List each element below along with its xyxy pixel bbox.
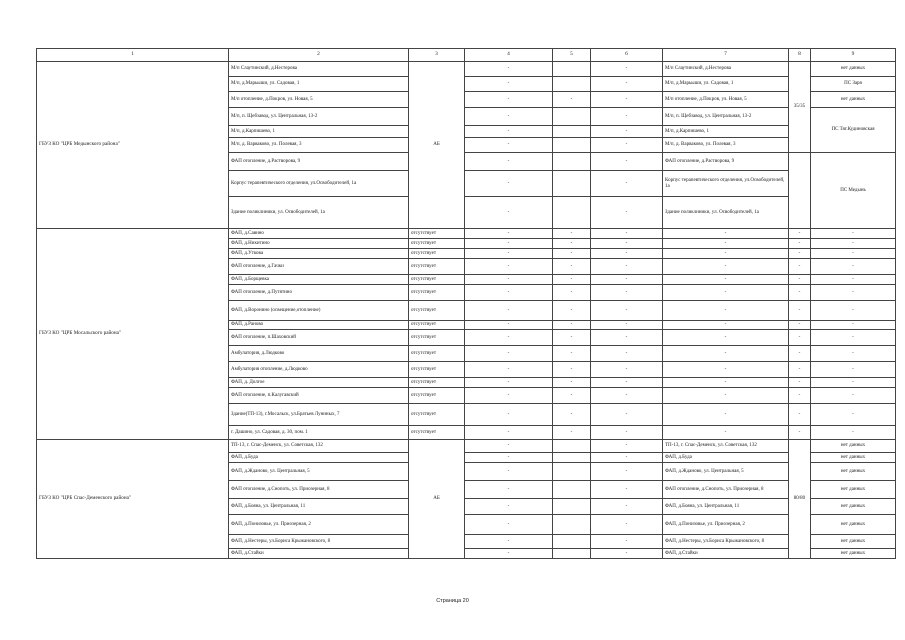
table-cell — [553, 77, 591, 92]
table-cell: - — [789, 259, 811, 275]
column-number-header: 1 — [37, 49, 229, 62]
table-cell: - — [465, 126, 553, 138]
power-source-type: отсутствует — [409, 362, 465, 378]
table-cell: - — [663, 275, 789, 285]
object-name: ФАП, д.Савино — [229, 229, 409, 239]
power-source-type: отсутствует — [409, 301, 465, 321]
column-number-header: 2 — [229, 49, 409, 62]
table-cell: - — [789, 275, 811, 285]
table-cell: - — [789, 378, 811, 388]
table-cell: - — [553, 259, 591, 275]
table-cell: - — [553, 388, 591, 404]
object-name: ФАП, д.Стайки — [229, 549, 409, 559]
table-cell: - — [465, 92, 553, 108]
object-name: ФАП, д.Никитино — [229, 239, 409, 249]
table-cell: - — [591, 499, 663, 515]
object-name: ФАП, д.Нестеры, ул.Бориса Крыжановского, 8 — [229, 535, 409, 549]
table-cell: - — [591, 197, 663, 229]
table-cell: - — [465, 229, 553, 239]
table-cell: - — [789, 346, 811, 362]
table-cell: - — [663, 404, 789, 426]
table-cell — [553, 535, 591, 549]
power-source-type: отсутствует — [409, 426, 465, 440]
object-name: М/п, д.Марьыши, ул. Садовая, 1 — [663, 77, 789, 92]
table-cell: - — [811, 285, 896, 301]
table-cell: - — [591, 275, 663, 285]
table-cell: - — [811, 321, 896, 330]
object-name: ФАП отопление, п.Шаховский — [229, 330, 409, 346]
table-cell: - — [465, 153, 553, 171]
table-cell — [553, 153, 591, 171]
table-cell: - — [591, 259, 663, 275]
object-name: ФАП, д.Раново — [229, 321, 409, 330]
table-cell: - — [553, 275, 591, 285]
table-cell: - — [663, 301, 789, 321]
table-cell: - — [789, 239, 811, 249]
substation-name: ПС Медынь — [811, 153, 896, 229]
table-cell: - — [789, 301, 811, 321]
table-cell: - — [811, 404, 896, 426]
object-name: М/п, д. Варваково, ул. Полевая, 3 — [229, 138, 409, 153]
power-source-type: отсутствует — [409, 239, 465, 249]
table-cell: - — [789, 321, 811, 330]
power-source-type: отсутствует — [409, 275, 465, 285]
table-cell: - — [789, 330, 811, 346]
table-cell: - — [811, 388, 896, 404]
object-name: М/п, п. Щебзавод, ул. Центральная, 13-2 — [663, 108, 789, 126]
table-cell: - — [465, 346, 553, 362]
power-source-type: отсутствует — [409, 346, 465, 362]
power-source-type: отсутствует — [409, 330, 465, 346]
object-name: ФАП, д.Буда — [663, 453, 789, 463]
object-name: ФАП отопление, д.Снопоть, ул. Приозерная, 8 — [229, 481, 409, 499]
power-source-type: отсутствует — [409, 285, 465, 301]
table-cell: - — [789, 285, 811, 301]
table-cell: - — [465, 378, 553, 388]
object-name: М/п отопление, д.Покров, ул. Новая, 5 — [663, 92, 789, 108]
table-cell: - — [553, 301, 591, 321]
object-name: ФАП, д.Уткова — [229, 249, 409, 259]
object-name: ФАП, д.Нестеры, ул.Бориса Крыжановского, 8 — [663, 535, 789, 549]
object-name: ФАП отопление, д.Гачки — [229, 259, 409, 275]
table-cell: - — [789, 362, 811, 378]
table-cell: - — [465, 239, 553, 249]
table-cell — [553, 453, 591, 463]
table-cell: - — [465, 275, 553, 285]
table-cell: - — [465, 362, 553, 378]
column-number-header: 7 — [663, 49, 789, 62]
table-cell: - — [789, 404, 811, 426]
table-cell: - — [553, 239, 591, 249]
capacity-value: 35/35 — [789, 62, 811, 153]
object-name: М/п Слаутинский, д.Нестерова — [229, 62, 409, 77]
object-name: М/п, д. Варваково, ул. Полевая, 3 — [663, 138, 789, 153]
table-cell: - — [591, 440, 663, 453]
substation-name: нет данных — [811, 549, 896, 559]
table-cell: - — [811, 275, 896, 285]
table-cell: - — [465, 259, 553, 275]
table-cell: - — [591, 62, 663, 77]
power-source-type: отсутствует — [409, 404, 465, 426]
table-cell: - — [591, 126, 663, 138]
table-cell: - — [591, 481, 663, 499]
substation-name: нет данных — [811, 535, 896, 549]
object-name: Здание поликлиники, ул. Освободителей, 1а — [229, 197, 409, 229]
table-cell: - — [465, 62, 553, 77]
table-cell: - — [465, 138, 553, 153]
table-cell: - — [553, 285, 591, 301]
column-number-header: 4 — [465, 49, 553, 62]
substation-name: нет данных — [811, 92, 896, 108]
column-number-header: 9 — [811, 49, 896, 62]
table-cell: - — [591, 515, 663, 535]
object-name: Здание поликлиники, ул. Освободителей, 1а — [663, 197, 789, 229]
power-source-type: отсутствует — [409, 388, 465, 404]
table-cell: - — [591, 138, 663, 153]
substation-name: ПС Тяг.Кудиновская — [811, 108, 896, 153]
substation-name: нет данных — [811, 481, 896, 499]
table-cell: - — [553, 362, 591, 378]
table-cell: - — [811, 229, 896, 239]
power-source-type: отсутствует — [409, 249, 465, 259]
table-cell: - — [465, 77, 553, 92]
table-cell: - — [465, 440, 553, 453]
table-cell: - — [465, 515, 553, 535]
table-cell: - — [591, 346, 663, 362]
table-cell: - — [663, 229, 789, 239]
table-cell: - — [591, 92, 663, 108]
table-cell — [553, 62, 591, 77]
table-cell — [553, 549, 591, 559]
table-cell: - — [663, 321, 789, 330]
table-cell: - — [811, 259, 896, 275]
table-cell: - — [553, 404, 591, 426]
object-name: ФАП отопление, п.Калугавский — [229, 388, 409, 404]
object-name: ТП-13, г. Спас-Деменск, ул. Советская, 132 — [663, 440, 789, 453]
power-source-type: отсутствует — [409, 259, 465, 275]
table-cell — [553, 499, 591, 515]
table-row — [37, 440, 896, 453]
table-cell: - — [789, 229, 811, 239]
table-cell: - — [553, 92, 591, 108]
table-cell: - — [591, 77, 663, 92]
substation-name: нет данных — [811, 515, 896, 535]
table-cell — [553, 108, 591, 126]
table-cell: - — [591, 378, 663, 388]
table-cell: - — [663, 426, 789, 440]
substation-name: нет данных — [811, 499, 896, 515]
table-cell: - — [553, 249, 591, 259]
object-name: М/п Слаутинский, д.Нестерова — [663, 62, 789, 77]
organization-name: ГБУЗ КО "ЦРБ Мосальского района" — [37, 229, 229, 440]
table-cell — [553, 197, 591, 229]
table-cell: - — [465, 301, 553, 321]
table-cell: - — [591, 426, 663, 440]
object-name: ФАП, д.Понизовье, ул. Приозерная, 2 — [229, 515, 409, 535]
table-cell — [553, 126, 591, 138]
table-cell — [553, 481, 591, 499]
object-name: ФАП, д.Бояна, ул. Центральная, 11 — [663, 499, 789, 515]
table-cell: - — [591, 171, 663, 197]
object-name: Амбулатория отопление, д.Людково — [229, 362, 409, 378]
substation-name: нет данных — [811, 62, 896, 77]
object-name: ФАП отопление, д.Растворова, 9 — [663, 153, 789, 171]
table-cell: - — [465, 285, 553, 301]
table-cell: - — [663, 239, 789, 249]
object-name: ФАП, д.Борщевка — [229, 275, 409, 285]
object-name: ФАП, д.Понизовье, ул. Приозерная, 2 — [663, 515, 789, 535]
column-number-header: 6 — [591, 49, 663, 62]
table-cell: - — [663, 259, 789, 275]
organization-name: ГБУЗ КО "ЦРБ Медынского района" — [37, 62, 229, 229]
table-cell: - — [591, 453, 663, 463]
table-cell: - — [591, 153, 663, 171]
table-cell: - — [465, 426, 553, 440]
power-source-type: отсутствует — [409, 229, 465, 239]
table-cell: - — [591, 285, 663, 301]
table-cell: - — [465, 330, 553, 346]
table-cell: - — [663, 362, 789, 378]
table-cell: - — [591, 108, 663, 126]
table-cell: - — [591, 321, 663, 330]
table-cell: - — [789, 426, 811, 440]
page-number: Страница 20 — [436, 598, 469, 604]
object-name: ФАП отопление, д.Растворова, 9 — [229, 153, 409, 171]
table-cell: - — [663, 378, 789, 388]
table-cell: - — [591, 388, 663, 404]
table-cell: - — [811, 249, 896, 259]
table-cell: - — [465, 388, 553, 404]
power-source-type: АБ — [409, 62, 465, 229]
object-name: Корпус терапевтического отделения, ул.Освободителей, 1а — [229, 171, 409, 197]
table-cell — [789, 153, 811, 229]
object-name: Здание(ТП-13), г.Мосальск, ул.Братьев Луниных, 7 — [229, 404, 409, 426]
document-table — [36, 48, 896, 559]
table-cell: - — [553, 378, 591, 388]
table-cell: - — [553, 321, 591, 330]
table-cell: - — [591, 362, 663, 378]
table-cell: - — [465, 171, 553, 197]
object-name: г. Дашино, ул. Садовая, д. 30, пом. 1 — [229, 426, 409, 440]
object-name: М/п, д.Марьыши, ул. Садовая, 1 — [229, 77, 409, 92]
table-cell — [553, 440, 591, 453]
table-cell: - — [465, 249, 553, 259]
table-cell: - — [465, 499, 553, 515]
object-name: ФАП, д. Долгое — [229, 378, 409, 388]
table-cell: - — [663, 388, 789, 404]
object-name: М/п, д.Карпишево, 1 — [663, 126, 789, 138]
organization-name: ГБУЗ КО "ЦРБ Спас-Деменского района" — [37, 440, 229, 559]
table-cell: - — [591, 249, 663, 259]
table-cell: - — [465, 108, 553, 126]
table-cell: - — [465, 549, 553, 559]
table-cell: - — [811, 346, 896, 362]
table-cell: - — [553, 229, 591, 239]
table-cell: - — [789, 249, 811, 259]
table-cell: - — [811, 330, 896, 346]
table-row — [37, 229, 896, 239]
object-name: ФАП, д.Стайки — [663, 549, 789, 559]
table-cell — [553, 171, 591, 197]
table-cell: - — [811, 362, 896, 378]
object-name: ФАП, д.Жданово, ул. Центральная, 5 — [229, 463, 409, 481]
object-name: М/п, д.Карпишево, 1 — [229, 126, 409, 138]
table-cell: - — [553, 426, 591, 440]
table-cell: - — [465, 481, 553, 499]
object-name: ФАП, д.Жданово, ул. Центральная, 5 — [663, 463, 789, 481]
table-row — [37, 62, 896, 77]
table-cell: - — [465, 453, 553, 463]
table-cell — [553, 463, 591, 481]
table-cell: - — [663, 346, 789, 362]
table-cell: - — [553, 346, 591, 362]
table-cell: - — [465, 404, 553, 426]
table-cell: - — [591, 330, 663, 346]
substation-name: нет данных — [811, 440, 896, 453]
table-cell: - — [811, 378, 896, 388]
table-cell: - — [553, 330, 591, 346]
capacity-value: 80/80 — [789, 440, 811, 559]
table-cell: - — [663, 330, 789, 346]
table-cell: - — [591, 535, 663, 549]
object-name: ФАП, д.Бояна, ул. Центральная, 11 — [229, 499, 409, 515]
table-cell: - — [811, 301, 896, 321]
table-cell: - — [465, 197, 553, 229]
object-name: Амбулатория, д.Людково — [229, 346, 409, 362]
power-source-type: АБ — [409, 440, 465, 559]
power-source-type: отсутствует — [409, 378, 465, 388]
table-cell: - — [663, 285, 789, 301]
object-name: ТП-13, г. Спас-Деменск, ул. Советская, 132 — [229, 440, 409, 453]
table-cell — [553, 515, 591, 535]
power-source-type: отсутствует — [409, 321, 465, 330]
column-number-header: 8 — [789, 49, 811, 62]
table-cell: - — [663, 249, 789, 259]
table-cell: - — [591, 463, 663, 481]
table-cell: - — [591, 301, 663, 321]
table-cell: - — [591, 549, 663, 559]
column-number-header: 3 — [409, 49, 465, 62]
object-name: Корпус терапевтического отделения, ул.Освободителей, 1а — [663, 171, 789, 197]
object-name: ФАП, д.Воронино (освещение,отопление) — [229, 301, 409, 321]
object-name: М/п, п. Щебзавод, ул. Центральная, 13-2 — [229, 108, 409, 126]
column-number-header: 5 — [553, 49, 591, 62]
object-name: ФАП отопление, д.Снопоть, ул. Приозерная, 8 — [663, 481, 789, 499]
table-cell: - — [811, 426, 896, 440]
table-cell: - — [591, 239, 663, 249]
table-cell: - — [465, 321, 553, 330]
object-name: ФАП отопление, д.Путятино — [229, 285, 409, 301]
header-row — [37, 49, 896, 62]
substation-name: нет данных — [811, 453, 896, 463]
substation-name: нет данных — [811, 463, 896, 481]
table-cell: - — [811, 239, 896, 249]
table-cell: - — [789, 388, 811, 404]
object-name: М/п отопление, д.Покров, ул. Новая, 5 — [229, 92, 409, 108]
object-name: ФАП, д.Буда — [229, 453, 409, 463]
table-cell: - — [465, 463, 553, 481]
table-cell: - — [591, 404, 663, 426]
table-cell — [553, 138, 591, 153]
table-cell: - — [465, 535, 553, 549]
table-cell: - — [591, 229, 663, 239]
substation-name: ПС Заря — [811, 77, 896, 92]
